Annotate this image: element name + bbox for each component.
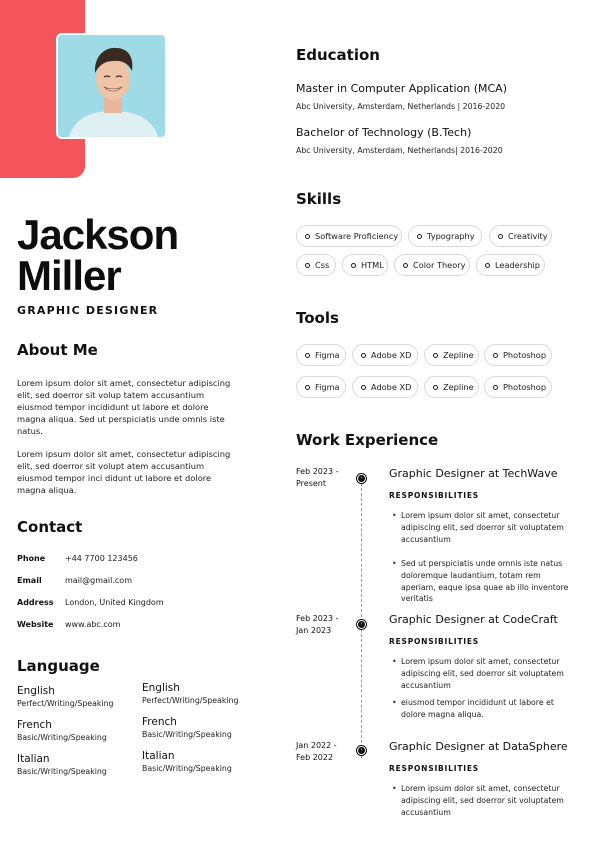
skill-chip bbox=[408, 225, 482, 247]
circle-icon bbox=[361, 385, 366, 390]
language-level: Basic/Writing/Speaking bbox=[142, 730, 232, 739]
contact-email bbox=[17, 576, 132, 588]
circle-icon bbox=[498, 234, 503, 239]
skill-label: HTML bbox=[361, 260, 384, 270]
skill-label: Software Proficiency bbox=[315, 231, 399, 241]
job-dates bbox=[296, 613, 356, 637]
timeline-node-icon: › bbox=[356, 745, 367, 756]
tool-chip bbox=[484, 376, 552, 398]
contact-phone bbox=[17, 554, 138, 566]
tool-chip bbox=[296, 344, 346, 366]
work-heading: Work Experience bbox=[296, 431, 439, 449]
language-name: Italian bbox=[17, 753, 50, 765]
education-details: Abc University, Amsterdam, Netherlands| 2016-2020 bbox=[296, 146, 503, 155]
about-paragraph-2: Lorem ipsum dolor sit amet, consectetur adipiscing elit, sed doerror sit volupt atem accusantium eiusmod tempor inci didunt ut labore et dolore magna aliqua. bbox=[17, 449, 231, 495]
tool-label: Figma bbox=[315, 382, 340, 392]
skill-chip bbox=[394, 254, 470, 276]
education-details: Abc University, Amsterdam, Netherlands | 2016-2020 bbox=[296, 102, 506, 111]
responsibilities-label: RESPONSIBILITIES bbox=[389, 491, 479, 500]
circle-icon bbox=[485, 263, 490, 268]
job-date-end: Present bbox=[296, 479, 327, 488]
about-paragraph-1: Lorem ipsum dolor sit amet, consectetur adipiscing elit, sed doerror sit volup tatem accusantium eiusmod tempor incididunt ut labore et dolore magna aliqua. Sed ut perspiciatis unde omnis iste natus. bbox=[17, 378, 231, 436]
job-role: GRAPHIC DESIGNER bbox=[17, 304, 159, 317]
skill-label: Leadership bbox=[495, 260, 540, 270]
tool-chip bbox=[352, 344, 418, 366]
language-item bbox=[142, 750, 232, 773]
skill-label: Color Theory bbox=[413, 260, 466, 270]
language-item bbox=[17, 719, 107, 742]
contact-label: Address bbox=[17, 598, 54, 607]
tool-label: Figma bbox=[315, 350, 340, 360]
tool-chip bbox=[352, 376, 418, 398]
circle-icon bbox=[305, 353, 310, 358]
contact-website bbox=[17, 620, 120, 632]
timeline-node-icon: › bbox=[356, 473, 367, 484]
language-name: English bbox=[17, 685, 55, 697]
job-date-end: Jan 2023 bbox=[296, 626, 332, 635]
job-dates bbox=[296, 740, 356, 764]
responsibility-item: • Sed ut perspiciatis unde omnis iste natus doloremque laudantium, totam rem aperiam, eaque ipsa quae ab illo inventore veritatis bbox=[392, 558, 577, 605]
language-item bbox=[17, 753, 107, 776]
timeline-node-icon: › bbox=[356, 619, 367, 630]
contact-value: London, United Kingdom bbox=[65, 598, 164, 607]
job-title: Graphic Designer at DataSphere bbox=[389, 740, 568, 753]
contact-address bbox=[17, 598, 164, 610]
circle-icon bbox=[417, 234, 422, 239]
circle-icon bbox=[305, 234, 310, 239]
tool-label: Photoshop bbox=[503, 350, 547, 360]
job-title: Graphic Designer at CodeCraft bbox=[389, 613, 558, 626]
language-level: Basic/Writing/Speaking bbox=[17, 767, 107, 776]
skill-chip bbox=[476, 254, 545, 276]
tool-label: Adobe XD bbox=[371, 382, 412, 392]
job-date-start: Jan 2022 - bbox=[296, 741, 337, 750]
circle-icon bbox=[361, 353, 366, 358]
last-name: Miller bbox=[17, 252, 121, 299]
skill-label: Typography bbox=[427, 231, 475, 241]
circle-icon bbox=[433, 353, 438, 358]
job-dates bbox=[296, 466, 356, 490]
education-heading: Education bbox=[296, 46, 380, 64]
tool-label: Zepline bbox=[443, 350, 474, 360]
contact-label: Website bbox=[17, 620, 54, 629]
skill-label: Css bbox=[315, 260, 330, 270]
circle-icon bbox=[403, 263, 408, 268]
circle-icon bbox=[493, 353, 498, 358]
tool-chip bbox=[296, 376, 346, 398]
circle-icon bbox=[433, 385, 438, 390]
skill-chip bbox=[296, 254, 336, 276]
language-item bbox=[142, 716, 232, 739]
tool-label: Zepline bbox=[443, 382, 474, 392]
tool-label: Photoshop bbox=[503, 382, 547, 392]
circle-icon bbox=[305, 263, 310, 268]
language-level: Basic/Writing/Speaking bbox=[17, 733, 107, 742]
responsibility-item: • Lorem ipsum dolor sit amet, consectetur adipiscing elit, sed doerror sit voluptatem accusantium bbox=[392, 656, 577, 691]
candidate-name bbox=[17, 211, 179, 299]
responsibility-item: • Lorem ipsum dolor sit amet, consectetur adipiscing elit, sed doerror sit voluptatem accusantium bbox=[392, 783, 577, 818]
language-name: Italian bbox=[142, 750, 175, 762]
language-name: French bbox=[142, 716, 177, 728]
tool-chip bbox=[424, 376, 479, 398]
education-degree: Master in Computer Application (MCA) bbox=[296, 82, 508, 95]
contact-value: mail@gmail.com bbox=[65, 576, 132, 585]
circle-icon bbox=[493, 385, 498, 390]
skill-label: Creativity bbox=[508, 231, 548, 241]
contact-label: Email bbox=[17, 576, 42, 585]
skill-chip bbox=[342, 254, 388, 276]
about-heading: About Me bbox=[17, 341, 98, 359]
job-title: Graphic Designer at TechWave bbox=[389, 467, 558, 480]
job-date-start: Feb 2023 - bbox=[296, 614, 339, 623]
contact-heading: Contact bbox=[17, 518, 83, 536]
job-date-end: Feb 2022 bbox=[296, 753, 334, 762]
language-level: Perfect/Writing/Speaking bbox=[142, 696, 239, 705]
skill-chip bbox=[296, 225, 402, 247]
circle-icon bbox=[305, 385, 310, 390]
education-degree: Bachelor of Technology (B.Tech) bbox=[296, 126, 472, 139]
contact-label: Phone bbox=[17, 554, 46, 563]
tools-heading: Tools bbox=[296, 309, 339, 327]
language-heading: Language bbox=[17, 657, 100, 675]
responsibility-item: • Lorem ipsum dolor sit amet, consectetur adipiscing elit, sed doerror sit voluptatem accusantium bbox=[392, 510, 577, 545]
tool-label: Adobe XD bbox=[371, 350, 412, 360]
language-level: Perfect/Writing/Speaking bbox=[17, 699, 114, 708]
language-level: Basic/Writing/Speaking bbox=[142, 764, 232, 773]
responsibilities-label: RESPONSIBILITIES bbox=[389, 764, 479, 773]
language-item bbox=[17, 685, 113, 708]
contact-value: +44 7700 123456 bbox=[65, 554, 138, 563]
person-portrait-icon bbox=[58, 35, 167, 139]
skills-heading: Skills bbox=[296, 190, 342, 208]
tool-chip bbox=[424, 344, 479, 366]
skill-chip bbox=[489, 225, 552, 247]
language-name: English bbox=[142, 682, 180, 694]
profile-photo bbox=[56, 33, 167, 139]
responsibilities-label: RESPONSIBILITIES bbox=[389, 637, 479, 646]
circle-icon bbox=[351, 263, 356, 268]
timeline-line bbox=[361, 478, 362, 758]
language-item bbox=[142, 682, 238, 705]
contact-value: www.abc.com bbox=[65, 620, 121, 629]
language-name: French bbox=[17, 719, 52, 731]
responsibility-item: • eiusmod tempor incididunt ut labore et dolore magna aliqua. bbox=[392, 697, 577, 721]
first-name: Jackson bbox=[17, 211, 179, 258]
tool-chip bbox=[484, 344, 552, 366]
job-date-start: Feb 2023 - bbox=[296, 467, 339, 476]
